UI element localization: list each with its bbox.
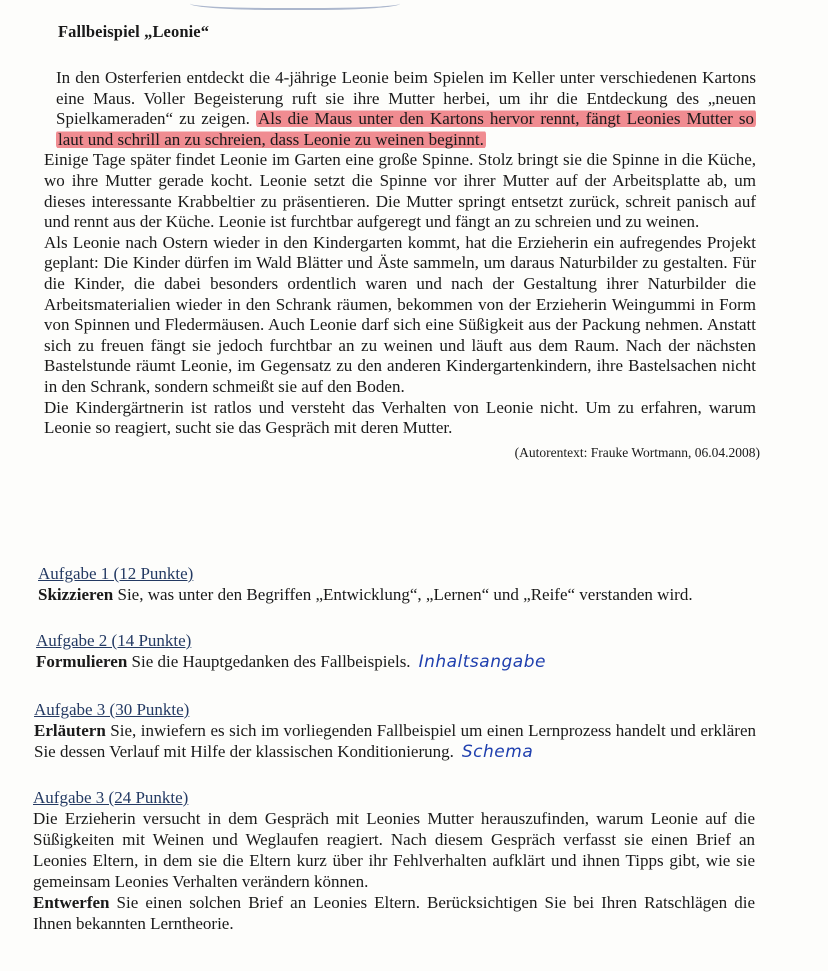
paragraph-2: Einige Tage später findet Leonie im Garten eine große Spinne. Stolz bringt sie die Spinne in die Küche, wo ihre Mutter gerade kocht. Leonie setzt die Spinne vor ihrer Mutter auf der Arbeitsplatte ab, um dieses interessante Krabbeltier zu präsentieren. Die Mutter springt entsetzt zurück, schreit panisch auf und rennt aus der Küche. Leonie ist furchtbar aufgeregt und fängt an zu schreien und zu weinen.	[44, 150, 756, 232]
task-1	[38, 563, 768, 605]
paragraph-1-text: In den Osterferien entdeckt die 4-jährige Leonie beim Spielen im Keller unter verschiedenen Kartons eine Maus. Voller Begeisterung ruft sie ihre Mutter herbei, um ihr die Entdeckung des „neuen Spielkameraden“ zu zeigen.	[56, 68, 756, 129]
task-2-heading: Aufgabe 2 (14 Punkte)	[36, 631, 192, 650]
task-2-text: Sie die Hauptgedanken des Fallbeispiels.	[127, 652, 411, 671]
task-3-text: Sie, inwiefern es sich im vorliegenden Fallbeispiel um einen Lernprozess handelt und erklären Sie dessen Verlauf mit Hilfe der klassischen Konditionierung.	[34, 721, 756, 761]
source-citation: (Autorentext: Frauke Wortmann, 06.04.2008)	[514, 444, 760, 460]
task-3-heading: Aufgabe 3 (30 Punkte)	[34, 700, 190, 719]
task-4-verb: Entwerfen	[33, 893, 110, 912]
handwritten-note-schema: Schema	[461, 742, 534, 762]
task-2-verb: Formulieren	[36, 652, 128, 671]
task-4-text: Sie einen solchen Brief an Leonies Eltern. Berücksichtigen Sie bei Ihren Ratschlägen die Ihnen bekannten Lerntheorie.	[33, 893, 755, 933]
task-1-body	[38, 584, 768, 605]
task-4-body	[33, 892, 755, 934]
task-1-text: Sie, was unter den Begriffen „Entwicklung“, „Lernen“ und „Reife“ verstanden wird.	[113, 585, 693, 604]
task-1-heading: Aufgabe 1 (12 Punkte)	[38, 564, 194, 583]
task-1-verb: Skizzieren	[38, 585, 114, 604]
paragraph-3: Als Leonie nach Ostern wieder in den Kindergarten kommt, hat die Erzieherin ein aufregendes Projekt geplant: Die Kinder dürfen im Wald Blätter und Äste sammeln, um daraus Naturbilder zu gestalten. Für die Kinder, die dabei besonders ordentlich waren und nach der Gestaltung ihrer Naturbilder die Arbeitsmaterialien wieder in den Schrank räumen, bekommen von der Erzieherin Weingummi in Form von Spinnen und Fledermäusen. Auch Leonie darf sich eine Süßigkeit aus der Packung nehmen. Anstatt sich zu freuen fängt sie jedoch furchtbar an zu weinen und läuft aus dem Raum. Nach der nächsten Bastelstunde räumt Leonie, im Gegensatz zu den anderen Kindergartenkindern, ihre Bastelsachen nicht in den Schrank, sondern schmeißt sie auf den Boden.	[44, 232, 756, 396]
handwritten-scribble	[190, 0, 400, 10]
task-2	[36, 630, 766, 673]
paragraph-1	[44, 68, 756, 150]
highlighted-passage: Als die Maus unter den Kartons hervor rennt, fängt Leonies Mutter so laut und schrill an zu schreien, dass Leonie zu weinen beginnt.	[58, 109, 754, 149]
task-3-body	[34, 720, 756, 763]
task-4	[33, 787, 755, 934]
handwritten-note-inhaltsangabe: Inhaltsangabe	[418, 652, 546, 672]
case-study-text	[44, 68, 760, 463]
task-3	[34, 699, 756, 763]
task-4-intro: Die Erzieherin versucht in dem Gespräch mit Leonies Mutter herauszufinden, warum Leonie auf die Süßigkeiten mit Weinen und Weglaufen reagiert. Nach diesem Gespräch verfasst sie einen Brief an Leonies Eltern, in dem sie die Eltern kurz über ihr Fehlverhalten aufklärt und ihnen Tipps gibt, wie sie gemeinsam Leonies Verhalten verändern können.	[33, 809, 755, 891]
task-4-heading: Aufgabe 3 (24 Punkte)	[33, 788, 189, 807]
task-2-body	[36, 651, 766, 673]
page-title: Fallbeispiel „Leonie“	[58, 22, 210, 41]
task-3-verb: Erläutern	[34, 721, 106, 740]
paragraph-4: Die Kindergärtnerin ist ratlos und versteht das Verhalten von Leonie nicht. Um zu erfahren, warum Leonie so reagiert, sucht sie das Gespräch mit deren Mutter.	[44, 397, 756, 438]
